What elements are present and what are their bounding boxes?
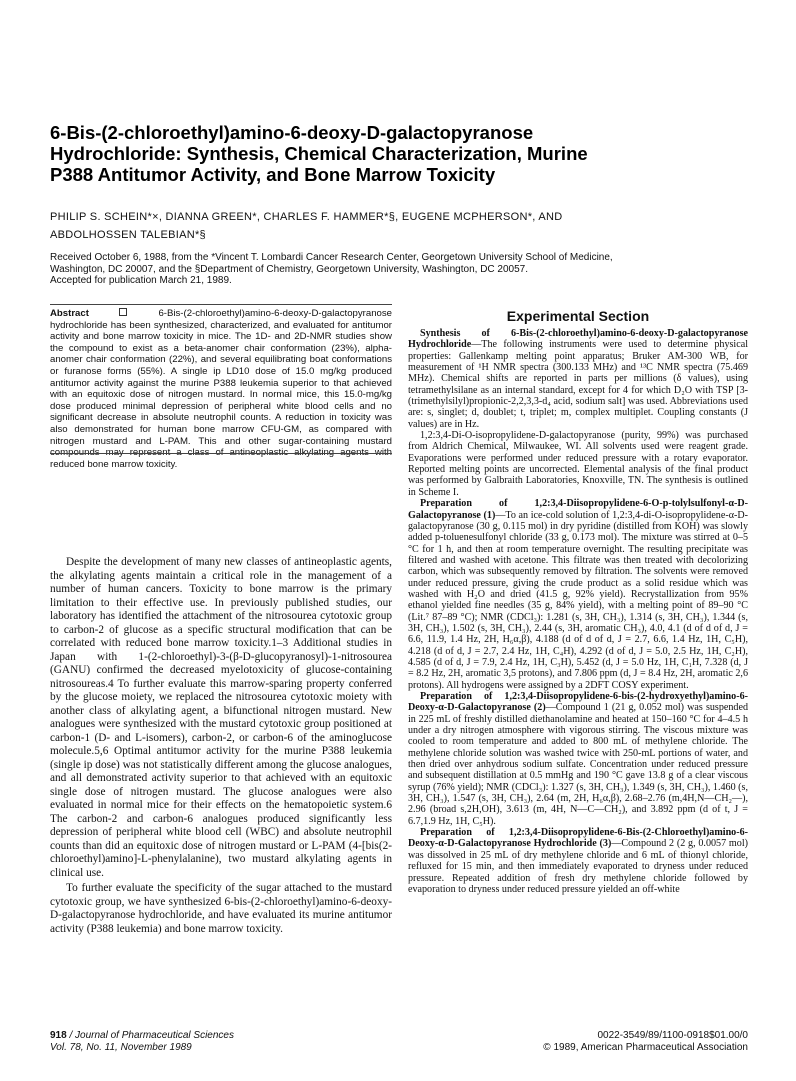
exp-paragraph	[408, 328, 748, 430]
abstract-bottom-rule	[50, 453, 392, 454]
footer-left	[50, 1030, 410, 1053]
square-bullet-icon	[119, 308, 127, 316]
received-line: Accepted for publication March 21, 1989.	[50, 275, 232, 286]
abstract-top-rule	[50, 304, 392, 305]
experimental-section	[408, 328, 748, 895]
abstract-label: Abstract	[50, 308, 89, 319]
exp-paragraph	[408, 498, 748, 691]
title-line: P388 Antitumor Activity, and Bone Marrow Toxicity	[50, 164, 496, 185]
received-line: Received October 6, 1988, from the *Vincent T. Lombardi Cancer Research Center, Georgetown University School of Medicine,	[50, 252, 613, 263]
footer-journal-line	[50, 1030, 410, 1042]
exp-paragraph	[408, 430, 748, 498]
copyright: © 1989, American Pharmaceutical Association	[543, 1041, 748, 1053]
exp-paragraph-text: —The following instruments were used to determine physical properties: Gallenkamp melting point apparatus; Bruker AM-300 WB, for measurement of ¹H NMR spectra (300.133 MHz) and ¹³C NMR spectra (75.469 MHz). Chemical shifts are reported in parts per millions (δ values), using tetramethylsilane as an internal standard, except for 4 for which D₂O with TSP [3-(trimethylsilyl)propionic-2,2,3,3-d₄ acid, sodium salt] was used. Abbreviations used are: s, singlet; d, doublet; t, triplet; m, complex multiplet. Coupling constants (J values) are in Hz.	[408, 339, 748, 430]
article-title	[50, 122, 650, 185]
abstract	[50, 308, 392, 470]
title-line: Hydrochloride: Synthesis, Chemical Characterization, Murine	[50, 143, 588, 164]
exp-paragraph-head: Preparation of 1,2:3,4-Diisopropylidene-6-Bis-(2-Chloroethyl)amino-6-Deoxy-α-D-Galactopyranose Hydrochloride (3)	[408, 827, 748, 850]
received-line: Washington, DC 20007, and the §Department of Chemistry, Georgetown University, Washington, DC 20057.	[50, 263, 529, 275]
author-line: ABDOLHOSSEN TALEBIAN*§	[50, 229, 206, 241]
exp-paragraph-text: —Compound 1 (21 g, 0.052 mol) was suspended in 225 mL of freshly distilled diethanolamine and heated at 150–160 °C for 4–4.5 h under a dry nitrogen atmosphere with vigorous stirring. The viscous mixture was cooled to room temperature and added to 800 mL of methylene chloride. The methylene chloride solution was washed twice with 250-mL portions of water, and then dried over anhydrous sodium sulfate. Concentration under reduced pressure and subsequent distillation at 0.5 mmHg and 190 °C gave 13.8 g of a clear viscous syrup (76% yield); NMR (CDCl₃): 1.327 (s, 3H, CH₃), 1.349 (s, 3H, CH₃), 1.460 (s, 3H, CH₃), 1.547 (s, 3H, CH₃), 2.64 (m, 2H, H₆α,β), 2.68–2.76 (m,4H,N—CH₂—), 2.96 (broad s,2H,OH), 3.613 (m, 4H, N—C—CH₂), and 3.892 ppm (d of t, J = 6.7,1.9 Hz, 1H, C₅H).	[408, 702, 748, 827]
footer-right	[408, 1030, 748, 1053]
exp-paragraph-text: —To an ice-cold solution of 1,2:3,4-di-O-isopropylidene-α-D-galactopyranose (30 g, 0.115 mol) in dry pyridine (distilled from KOH) was slowly added p-toluenesulfonyl chloride (33 g, 0.173 mol). The mixture was stirred at 0–5 °C for 1 h, and then at room temperature overnight. The resulting precipitate was filtered and washed with acetone. This filtrate was then treated with decolorizing carbon, which was subsequently removed by filtration. The solvents were removed under reduced pressure, giving the crude product as a solid residue which was washed with H₂O and dried (41.5 g, 92% yield). Recrystallization from 95% ethanol yielded fine needles (35 g, 84% yield), with a melting point of 89–90 °C (Lit.⁷ 87–89 °C); NMR (CDCl₃): 1.281 (s, 3H, CH₃), 1.314 (s, 3H, CH₃), 1.344 (s, 3H, CH₃), 1.502 (s, 3H, CH₃), 2.44 (s, 3H, aromatic CH₃), 4.0, 4.1 (d of d of d, J = 6.6, 11.9, 1.4 Hz, 2H, H₆α,β), 4.188 (d of d of d, J = 2.7, 6.6, 1.4 Hz, 1H, C₅H), 4.218 (d of d, J = 2.7, 2.4 Hz, 1H, C₄H), 4.292 (d of d, J = 5.0, 2.5 Hz, 1H, C₂H), 4.585 (d of d, J = 7.9, 2.4 Hz, 1H, C₃H), 5.452 (d, J = 5.0 Hz, 1H, C₁H, 7.328 (d, J = 8.2 Hz, 2H, aromatic 3,5 protons), and 7.806 ppm (d, J = 8.4 Hz, 2H, aromatic 2,6 protons). All hydrogens were assigned by a 2DFT COSY experiment.	[408, 509, 749, 691]
exp-paragraph-text: 1,2:3,4-Di-O-isopropylidene-D-galactopyranose (purity, 99%) was purchased from Aldrich Chemical, Milwaukee, WI. All solvents used were reagent grade. Evaporations were performed under reduced pressure with a rotary evaporator. Reported melting points are uncorrected. Elemental analysis of the final product was performed by Galbraith Laboratories, Knoxville, TN. The synthesis is outlined in Scheme I.	[408, 430, 748, 498]
article-code: 0022-3549/89/1100-0918$01.00/0	[597, 1030, 748, 1041]
author-list	[50, 208, 750, 244]
experimental-heading: Experimental Section	[506, 308, 650, 324]
introduction	[50, 556, 392, 936]
title-line: 6-Bis-(2-chloroethyl)amino-6-deoxy-D-galactopyranose	[50, 122, 534, 143]
journal-name: / Journal of Pharmaceutical Sciences	[69, 1030, 234, 1041]
exp-paragraph-text: —Compound 2 (2 g, 0.0057 mol) was dissolved in 25 mL of dry methylene chloride and 6 mL of thionyl chloride, refluxed for 15 min, and then immediately evaporated to dryness under reduced pressure. Repeated addition of fresh dry methylene chloride followed by evaporation to dryness under reduced pressure yielded an off-white	[408, 838, 748, 895]
journal-volume: Vol. 78, No. 11, November 1989	[50, 1041, 192, 1053]
received-note	[50, 252, 750, 287]
exp-paragraph	[408, 827, 748, 895]
page-number: 918	[50, 1030, 67, 1041]
intro-paragraph: Despite the development of many new classes of antineoplastic agents, the alkylating agents maintain a critical role in the management of a number of human cancers. Toxicity to bone marrow is the primary limitation to their effective use. In previously published studies, our laboratory has identified the attachment of the nitrosourea cytotoxic group to carbon-2 of glucose as a specific structural modification that can be correlated with reduced bone marrow toxicity.1–3 Additional studies in Japan with 1-(2-chloroethyl)-3-(β-D-glucopyranosyl)-1-nitrosourea (GANU) confirmed the decreased myelotoxicity of glucose-containing nitrosoureas.4 To further evaluate this marrow-sparing property conferred by the glucose moiety, we replaced the nitrosourea cytotoxic moiety with another class of alkylating agent, a bifunctional nitrogen mustard. New analogues were synthesized with the mustard cytotoxic group positioned at carbon-1 (D- and L-isomers), carbon-2, or carbon-6 of the aminoglucose molecule.5,6 Optimal antitumor activity for the murine P388 leukemia (single ip dose) was not statistically different among the glucose analogues, and all demonstrated activity superior to that achieved with an equitoxic single dose of nitrogen mustard. The glucose analogues were also evaluated in normal mice for their effects on the hematopoietic system.6 The carbon-2 and carbon-6 analogues produced significantly less depression of peripheral white blood cell (WBC) and absolute neutrophil counts than did an equitoxic dose of nitrogen mustard or L-PAM (4-[bis(2-chloroethyl)amino]-L-phenylalanine), two mustard alkylating agents in clinical use.	[50, 556, 392, 879]
intro-paragraph: To further evaluate the specificity of the sugar attached to the mustard cytotoxic group, we have synthesized 6-bis-(2-chloroethyl)amino-6-deoxy-D-galactopyranose hydrochloride, and have evaluated its murine antitumor activity (P388 leukemia) and bone marrow toxicity.	[50, 882, 392, 935]
exp-paragraph-head: Preparation of 1,2:3,4-Diisopropylidene-6-bis-(2-hydroxyethyl)amino-6-Deoxy-α-D-Galactopyranose (2)	[408, 691, 748, 714]
exp-paragraph-head: Preparation of 1,2:3,4-Diisopropylidene-6-O-p-tolylsulfonyl-α-D-Galactopyranose (1)	[408, 498, 748, 521]
exp-paragraph-head: Synthesis of 6-Bis-(2-chloroethyl)amino-6-deoxy-D-galactopyranose Hydrochloride	[408, 328, 748, 351]
author-line: PHILIP S. SCHEIN*×, DIANNA GREEN*, CHARLES F. HAMMER*§, EUGENE MCPHERSON*, AND	[50, 211, 563, 223]
abstract-text: 6-Bis-(2-chloroethyl)amino-6-deoxy-D-galactopyranose hydrochloride has been synthesized, characterized, and evaluated for antitumor activity and bone marrow toxicity in mice. The 1D- and 2D-NMR studies show the compound to exist as a beta-anomer chair conformation (23%), alpha-anomer chair conformation (22%), and several equilibrating boat conformations or furanose forms (55%). A single ip LD10 dose of 15.0 mg/kg produced antitumor activity against the murine P388 leukemia superior to that achieved with an equitoxic dose of nitrogen mustard. In normal mice, this 15.0-mg/kg dose produced minimal depression of peripheral white blood cells and no significant decrease in absolute neutrophil counts. A reduction in toxicity was also demonstrated for human bone marrow CFU-GM, as compared with nitrogen mustard and L-PAM. This and other sugar-containing mustard compounds may represent a class of antineoplastic alkylating agents with reduced bone marrow toxicity.	[50, 308, 392, 470]
exp-paragraph	[408, 691, 748, 827]
